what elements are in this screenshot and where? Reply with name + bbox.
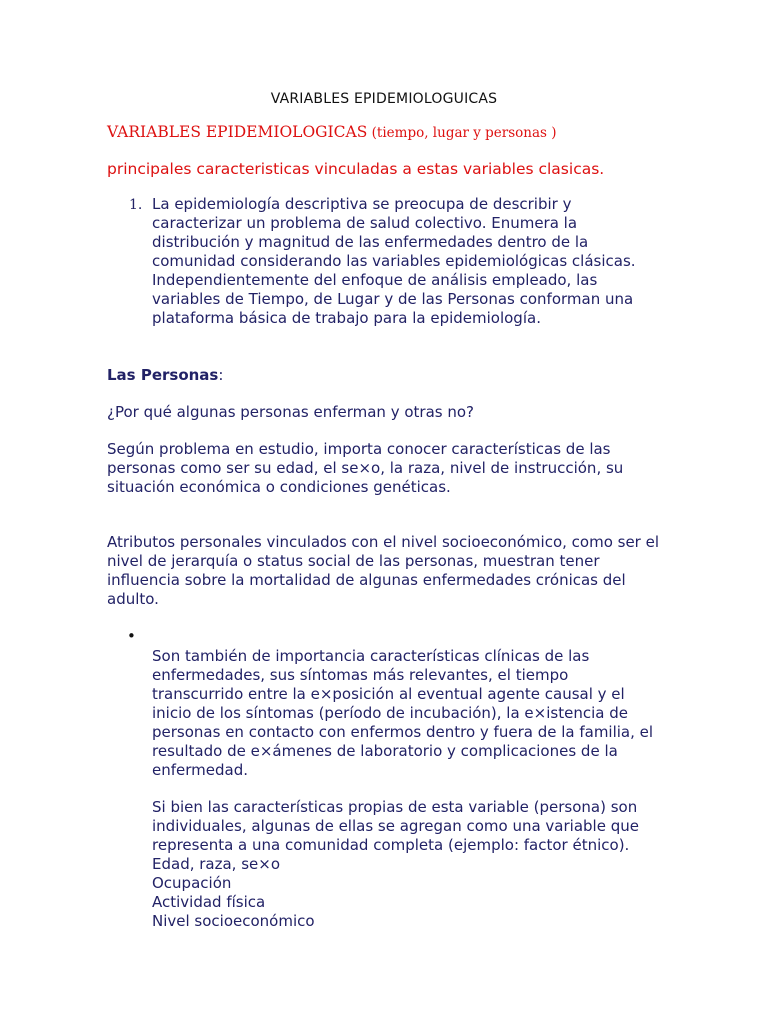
paragraph-clinical: Son también de importancia características clínicas de las enfermedades, sus síntomas más relevantes, el tiempo transcurrido entre la e×posición al eventual agente causal y el inicio de los síntomas (período de incubación), la e×istencia de personas en contacto con enfermos dentro y fuera de la familia, el resultado de e×ámenes de laboratorio y complicaciones de la enfermedad. [152, 647, 654, 779]
red-heading-paren: (tiempo, lugar y personas ) [367, 125, 557, 141]
variables-list [152, 855, 315, 931]
document-title: VARIABLES EPIDEMIOLOGUICAS [270, 91, 498, 107]
section-question: ¿Por qué algunas personas enferman y otras no? [107, 403, 474, 421]
section-heading [107, 366, 223, 384]
section-heading-text: Las Personas [107, 366, 219, 384]
paragraph-community: Si bien las características propias de esta variable (persona) son individuales, algunas de ellas se agregan como una variable que representa a una comunidad completa (ejemplo: factor étnico). [152, 798, 639, 854]
list-item: Nivel socioeconómico [152, 912, 315, 930]
red-heading [107, 123, 557, 141]
list-item: Actividad física [152, 893, 266, 911]
section-heading-colon: : [218, 366, 224, 384]
red-heading-main: VARIABLES EPIDEMIOLOGICAS [107, 123, 368, 141]
paragraph-characteristics: Según problema en estudio, importa conocer características de las personas como ser su edad, el se×o, la raza, nivel de instrucción, su situación económica o condiciones genéticas. [107, 440, 624, 496]
red-subheading: principales caracteristicas vinculadas a estas variables clasicas. [107, 160, 605, 178]
list-item: Ocupación [152, 874, 232, 892]
list-number: 1. [129, 197, 143, 213]
paragraph-socioeconomic: Atributos personales vinculados con el nivel socioeconómico, como ser el nivel de jerarquía o status social de las personas, muestran tener influencia sobre la mortalidad de algunas enfermedades crónicas del adulto. [107, 533, 660, 608]
ordered-list-item-text: La epidemiología descriptiva se preocupa de describir y caracterizar un problema de salud colectivo. Enumera la distribución y magnitud de las enfermedades dentro de la comunidad considerando las variables epidemiológicas clásicas. Independientemente del enfoque de análisis empleado, las variables de Tiempo, de Lugar y de las Personas conforman una plataforma básica de trabajo para la epidemiología. [152, 195, 636, 327]
list-item: Edad, raza, se×o [152, 855, 280, 873]
bullet-marker: • [127, 627, 136, 645]
